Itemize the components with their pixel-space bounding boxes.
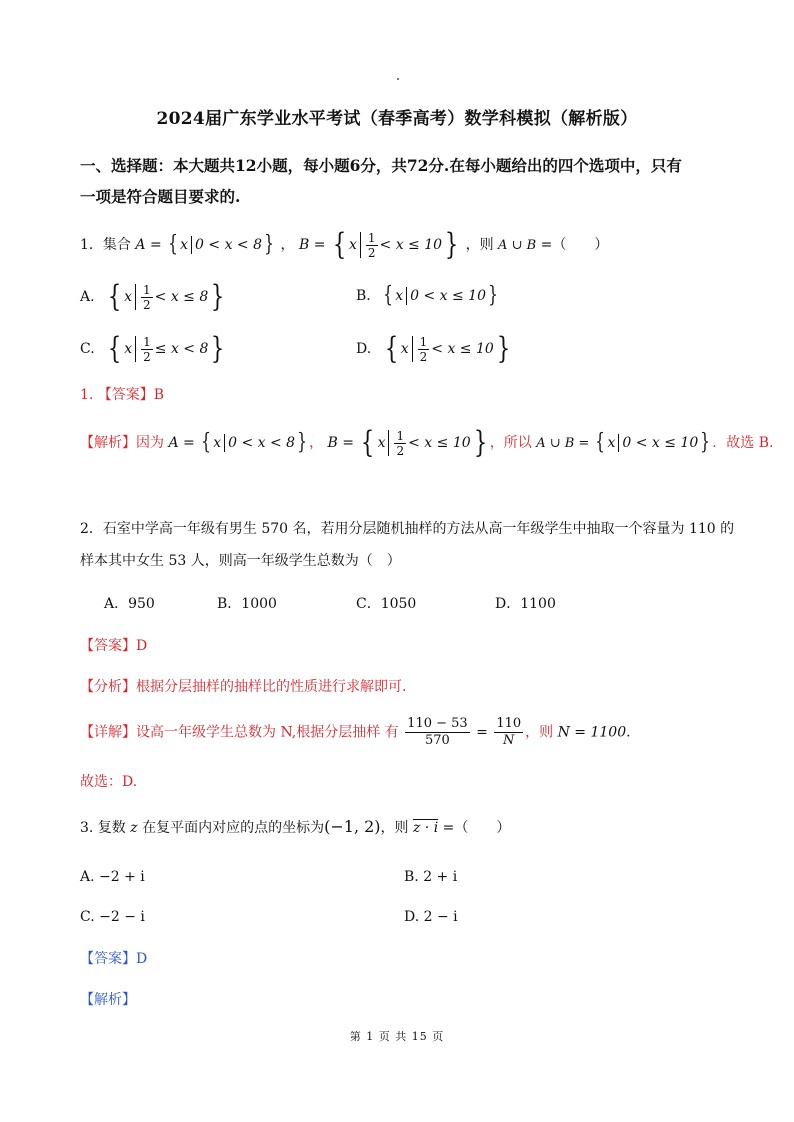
q2-option-c: C．1050 [356, 596, 417, 612]
q1-union: A ∪ B [498, 238, 537, 253]
q1-analysis-union-set [593, 432, 712, 454]
q1-analysis-union-rbrace: } [700, 430, 711, 455]
q1-set-b-frac-den: 2 [367, 245, 376, 260]
q1-option-d [356, 331, 513, 366]
q2-detail-tail: ，则 [525, 724, 554, 741]
q1-analysis-union-lbrace: { [595, 430, 606, 455]
q1-option-d-rbrace: } [496, 331, 511, 366]
q3-option-c: C. −2 − i [80, 909, 145, 925]
q1-analysis-union-cond: 0 < x ≤ 10 [622, 435, 699, 451]
q2-detail-label: 【详解】 [80, 724, 136, 741]
section-heading-line1: 一、选择题：本大题共12小题，每小题6分，共72分.在每小题给出的四个选项中，只有 [80, 156, 682, 175]
q2-frac-left-den: 570 [425, 733, 450, 748]
q2-option-b: B．1000 [217, 596, 277, 612]
q1-option-c-frac-den: 2 [143, 349, 151, 364]
q1-option-c-var: x [124, 341, 133, 357]
q1-analysis-end: ．故选 B. [712, 435, 774, 451]
q1-analysis-set-a-rbrace: } [297, 430, 307, 455]
q3-option-b: B. 2 + i [404, 869, 458, 885]
q1-option-a-frac [141, 283, 153, 312]
q2-frac-left-num: 110 − 53 [407, 716, 468, 731]
q1-analysis-set-b-lbrace: { [361, 425, 375, 460]
q1-option-c [80, 331, 227, 366]
q1-set-b-name: B [298, 237, 310, 253]
q3-z: z [130, 820, 138, 836]
q2-frac-right [494, 716, 523, 749]
q1-option-c-cond: ≤ x < 8 [154, 341, 209, 357]
q1-option-a-bar [135, 284, 136, 310]
q2-detail-text: 设高一年级学生总数为 N,根据分层抽样 有 [136, 724, 399, 741]
q1-option-b-lbrace: { [383, 283, 394, 308]
q3-stem-then: ，则 [380, 820, 409, 836]
q1-set-b-bar [360, 232, 361, 258]
q3-stem-mid: 在复平面内对应的点的坐标为 [142, 820, 325, 836]
top-dot [397, 78, 399, 80]
q1-option-b-label: B. [356, 288, 371, 304]
q1-comma: ， [280, 237, 295, 253]
q1-option-d-frac [418, 335, 430, 364]
q1-option-d-var: x [400, 341, 409, 357]
q2-stem-line2: 样本其中女生 53 人，则高一年级学生总数为（ ） [80, 553, 401, 569]
q1-option-d-bar [412, 336, 413, 362]
q1-analysis-set-a: A = [168, 435, 200, 451]
q1-set-a-var: x [180, 237, 189, 253]
q2-frac-right-num: 110 [496, 716, 522, 731]
q2-result: N = 1100. [557, 724, 631, 741]
q1-option-a-frac-num: 1 [143, 282, 151, 297]
q2-analysis: 【分析】根据分层抽样的抽样比的性质进行求解即可. [80, 679, 407, 695]
q1-set-b-lbrace: { [332, 227, 347, 262]
q1-analysis-set-b: B = [327, 435, 359, 451]
q1-set-b-cond: < x ≤ 10 [379, 237, 443, 253]
q1-analysis-set-a-var: x [213, 435, 222, 451]
q1-eq-b: = [313, 237, 326, 253]
q2-frac-right-den: N [503, 733, 515, 748]
q1-analysis-set-b-bar [388, 430, 389, 456]
q3-answer: 【答案】D [80, 951, 148, 967]
q3-analysis: 【解析】 [80, 992, 136, 1008]
q2-stem-line1: 2．石室中学高一年级有男生 570 名，若用分层随机抽样的方法从高一年级学生中抽取一个容量为 110 的 [80, 521, 735, 537]
q3-option-a: A. −2 + i [80, 869, 145, 885]
page-footer: 第 1 页 共 15 页 [349, 1030, 445, 1043]
q1-analysis-pre: 因为 [136, 435, 164, 451]
q3-point: (−1, 2) [324, 817, 381, 836]
q1-option-c-bar [135, 336, 136, 362]
q2-frac-eq: = [476, 724, 488, 741]
q1-analysis-set-a-bar [224, 434, 225, 452]
q1-option-a-rbrace: } [211, 279, 225, 314]
q1-option-d-lbrace: { [384, 331, 398, 366]
q2-detail [80, 716, 631, 749]
q1-analysis-set-a-body [199, 432, 309, 454]
page-title: 2024届广东学业水平考试（春季高考）数学科模拟（解析版） [156, 109, 638, 129]
q1-answer: 1. 【答案】B [80, 387, 165, 403]
q1-analysis-union: A ∪ B = [536, 436, 594, 451]
q3-option-d: D. 2 − i [404, 909, 458, 925]
q1-set-b-var: x [348, 237, 357, 253]
q1-number: 1．集合 [80, 237, 131, 253]
q1-analysis-set-b-body [358, 425, 489, 460]
q1-set-b [330, 227, 461, 262]
q1-analysis-set-b-var: x [377, 435, 386, 451]
q1-set-b-frac [366, 231, 378, 260]
q1-set-a-name: A [135, 237, 146, 253]
q1-analysis-union-bar [618, 434, 619, 452]
q1-then: ，则 [465, 237, 494, 253]
q1-set-a-rbrace: } [264, 232, 274, 257]
q1-option-d-frac-den: 2 [419, 349, 428, 364]
q1-option-d-label: D. [356, 341, 372, 357]
q1-option-c-label: C. [80, 341, 95, 357]
q1-option-a-var: x [124, 289, 133, 305]
q1-option-a-set [105, 279, 227, 314]
q1-eq-a: = [149, 237, 162, 253]
q1-tail: =（ ） [540, 237, 609, 253]
q1-option-d-cond: < x ≤ 10 [431, 341, 494, 357]
q1-option-c-rbrace: } [211, 331, 225, 366]
q1-set-a-bar [191, 236, 192, 254]
q2-option-a: A．950 [104, 596, 155, 612]
q1-analysis-union-var: x [607, 435, 616, 451]
q1-option-b-bar [406, 287, 407, 305]
q1-set-b-rbrace: } [444, 227, 459, 262]
q1-analysis-set-b-rbrace: } [473, 425, 487, 460]
q1-set-a-lbrace: { [168, 232, 179, 257]
q1-analysis [80, 425, 774, 460]
q1-option-b-cond: 0 < x ≤ 10 [410, 288, 486, 304]
q1-option-d-frac-num: 1 [419, 334, 428, 349]
q3-tail: =（ ） [442, 820, 511, 836]
q1-analysis-mid: ，所以 [489, 435, 532, 451]
q1-analysis-label: 【解析】 [80, 435, 136, 451]
q1-option-b-set [381, 285, 500, 307]
q1-analysis-comma: ， [309, 435, 324, 451]
q1-set-a-cond: 0 < x < 8 [195, 237, 263, 253]
q1-option-a-cond: < x ≤ 8 [154, 289, 209, 305]
q1-option-c-frac-num: 1 [143, 334, 151, 349]
q1-analysis-set-a-lbrace: { [201, 430, 212, 455]
q1-option-b [356, 285, 500, 307]
q3-stem-pre: 3. 复数 [80, 820, 126, 836]
q3-expr: z · i [412, 820, 439, 836]
q1-option-c-set [105, 331, 227, 366]
q1-analysis-frac-den: 2 [396, 443, 405, 458]
q2-frac-left [405, 716, 470, 749]
q3-stem [80, 817, 510, 838]
q2-answer: 【答案】D [80, 638, 148, 654]
q1-option-c-frac [141, 335, 153, 364]
q1-stem [80, 227, 609, 262]
q1-option-d-set [382, 331, 513, 366]
q2-option-d: D．1100 [495, 596, 556, 612]
q1-option-a-frac-den: 2 [143, 297, 151, 312]
q1-option-a [80, 279, 227, 314]
q1-analysis-set-b-cond: < x ≤ 10 [408, 435, 471, 451]
q1-set-a [166, 234, 276, 256]
q1-option-b-var: x [395, 288, 404, 304]
q1-analysis-frac-num: 1 [396, 428, 405, 443]
q1-option-b-rbrace: } [488, 283, 498, 308]
q2-conclusion: 故选：D. [80, 774, 138, 790]
section-heading-line2: 一项是符合题目要求的. [80, 187, 241, 206]
q1-analysis-set-b-frac [394, 429, 406, 458]
q1-analysis-set-a-cond: 0 < x < 8 [228, 435, 296, 451]
q1-set-b-frac-num: 1 [367, 230, 376, 245]
q1-option-a-label: A. [80, 289, 95, 305]
q1-option-c-lbrace: { [107, 331, 122, 366]
q1-option-a-lbrace: { [107, 279, 122, 314]
